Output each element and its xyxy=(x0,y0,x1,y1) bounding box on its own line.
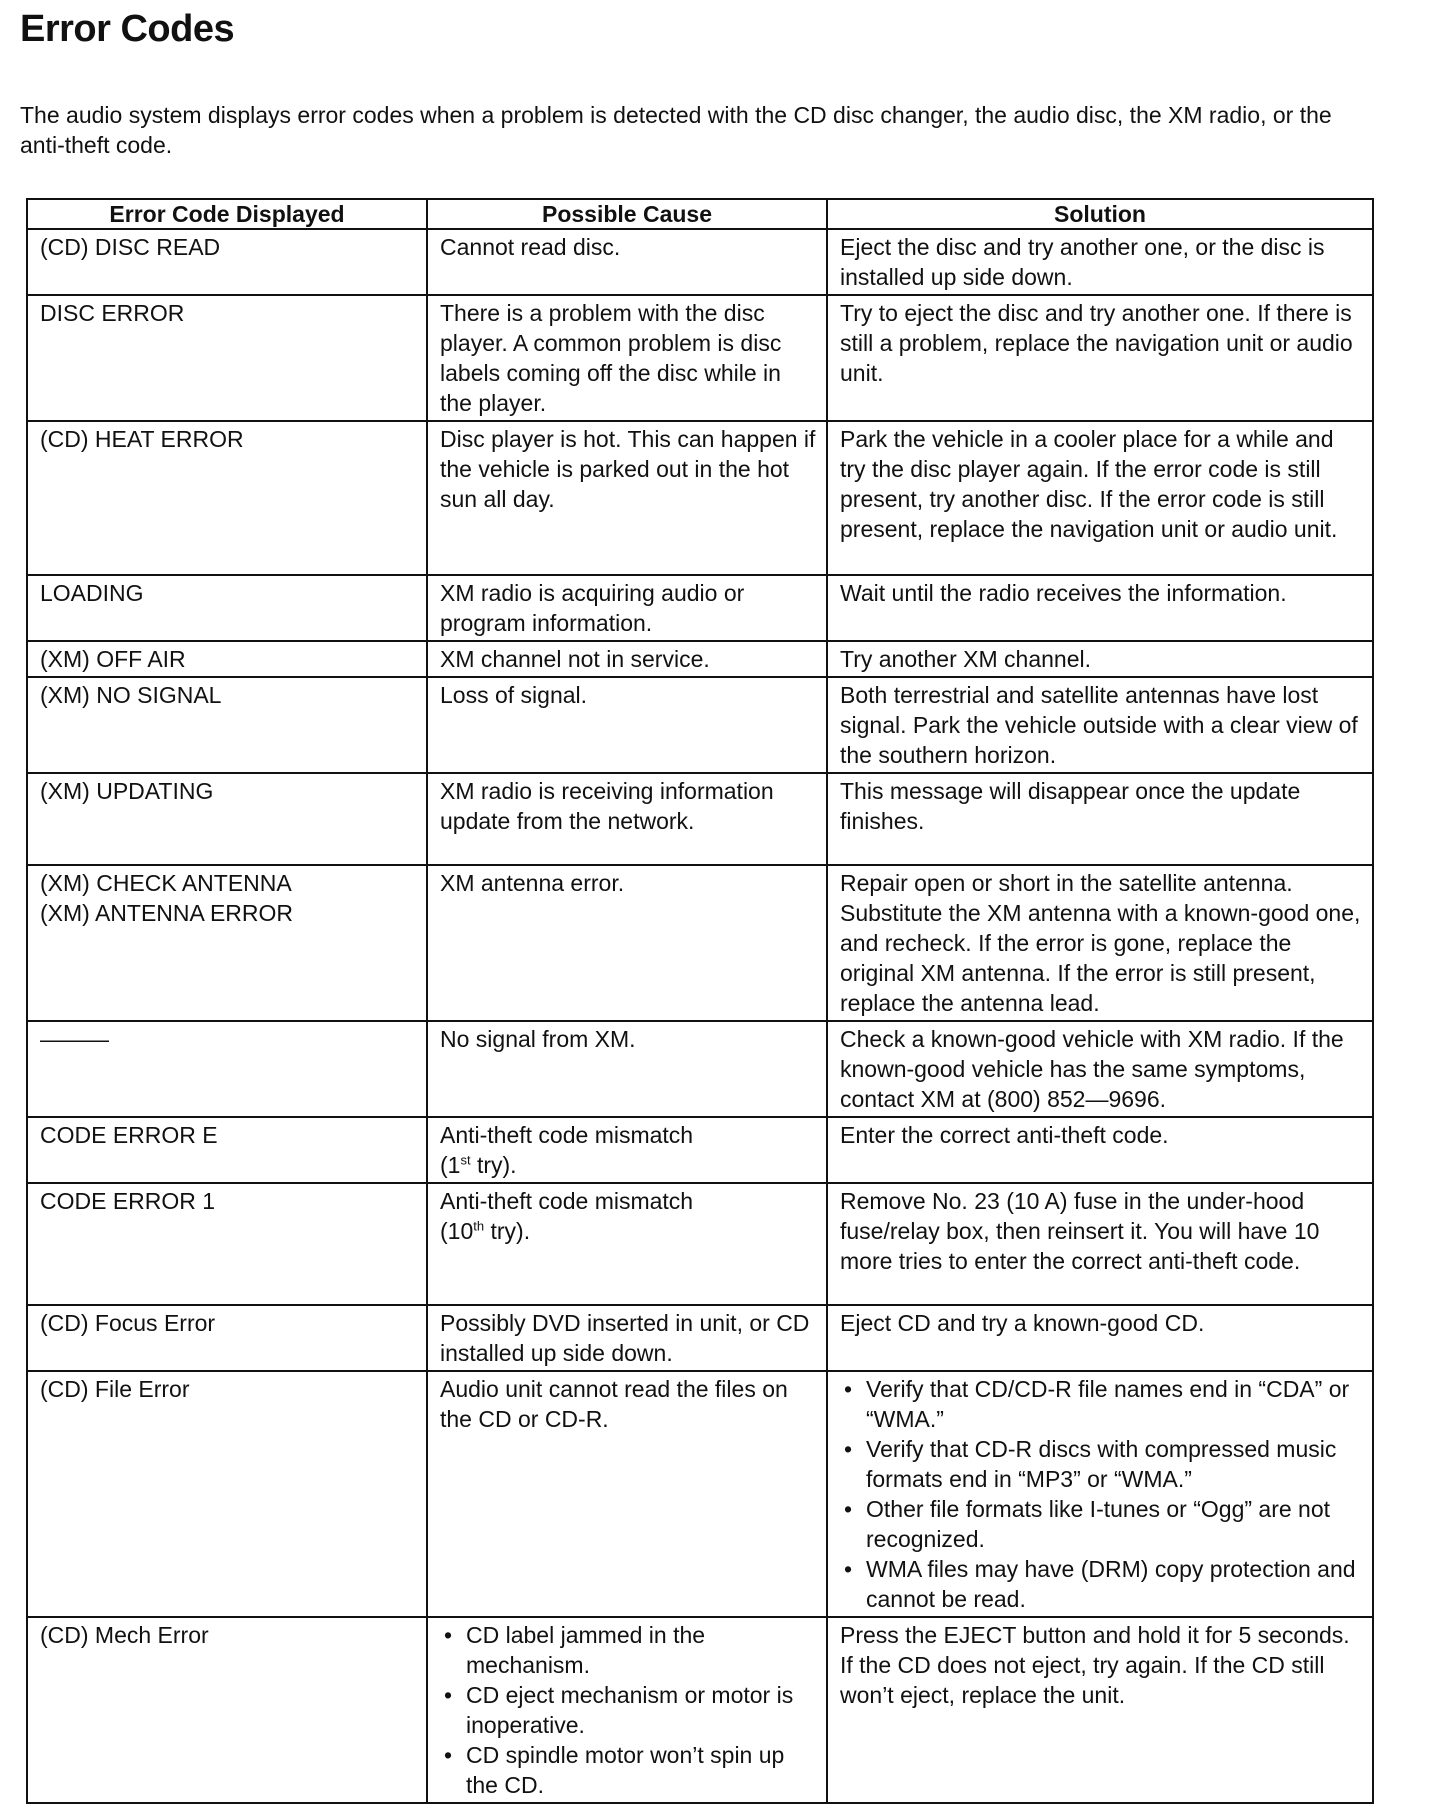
list-item: • Verify that CD-R discs with compressed music formats end in “MP3” or “WMA.” xyxy=(866,1434,1362,1494)
error-code: CODE ERROR 1 xyxy=(40,1188,216,1214)
cause-cell: Disc player is hot. This can happen if the vehicle is parked out in the hot sun all day. xyxy=(427,421,827,575)
error-code: (CD) DISC READ xyxy=(40,234,221,260)
cause-cell: No signal from XM. xyxy=(427,1021,827,1117)
error-code-cell xyxy=(27,1371,427,1617)
solution-cell: Press the EJECT button and hold it for 5 seconds. If the CD does not eject, try again. If the CD still won’t eject, replace the unit. xyxy=(827,1617,1373,1803)
error-code-cell xyxy=(27,1117,427,1183)
error-code-cell xyxy=(27,421,427,575)
cause-bullet-list xyxy=(440,1620,816,1800)
solution-cell: Check a known-good vehicle with XM radio. If the known-good vehicle has the same symptoms, contact XM at (800) 852—9696. xyxy=(827,1021,1373,1117)
table-row xyxy=(27,1617,1373,1803)
table-row xyxy=(27,1117,1373,1183)
cause-cell: Possibly DVD inserted in unit, or CD installed up side down. xyxy=(427,1305,827,1371)
header-possible-cause: Possible Cause xyxy=(427,199,827,229)
cause-cell xyxy=(427,1183,827,1305)
error-code: (XM) CHECK ANTENNA xyxy=(40,870,292,896)
error-code-cell xyxy=(27,1021,427,1117)
error-codes-table xyxy=(26,198,1374,1804)
error-code: (CD) Mech Error xyxy=(40,1622,209,1648)
list-item: • CD eject mechanism or motor is inoperative. xyxy=(466,1680,816,1740)
table-row xyxy=(27,865,1373,1021)
error-code-cell xyxy=(27,641,427,677)
list-item: • Other file formats like I-tunes or “Ogg” are not recognized. xyxy=(866,1494,1362,1554)
table-row xyxy=(27,575,1373,641)
cause-cell: Cannot read disc. xyxy=(427,229,827,295)
cause-text: Anti-theft code mismatch xyxy=(440,1122,694,1148)
cause-cell: XM radio is acquiring audio or program information. xyxy=(427,575,827,641)
table-row xyxy=(27,295,1373,421)
solution-cell: This message will disappear once the update finishes. xyxy=(827,773,1373,865)
error-code-cell xyxy=(27,295,427,421)
error-code-cell xyxy=(27,773,427,865)
solution-cell: Enter the correct anti-theft code. xyxy=(827,1117,1373,1183)
error-code: (XM) NO SIGNAL xyxy=(40,682,222,708)
cause-cell: XM channel not in service. xyxy=(427,641,827,677)
list-item: • CD spindle motor won’t spin up the CD. xyxy=(466,1740,816,1800)
cause-cell: There is a problem with the disc player. A common problem is disc labels coming off the disc while in the player. xyxy=(427,295,827,421)
solution-cell: Eject CD and try a known-good CD. xyxy=(827,1305,1373,1371)
error-code: (CD) File Error xyxy=(40,1376,190,1402)
table-row xyxy=(27,229,1373,295)
solution-cell: Both terrestrial and satellite antennas have lost signal. Park the vehicle outside with a clear view of the southern horizon. xyxy=(827,677,1373,773)
list-item: • WMA files may have (DRM) copy protection and cannot be read. xyxy=(866,1554,1362,1614)
cause-cell: Audio unit cannot read the files on the CD or CD-R. xyxy=(427,1371,827,1617)
list-item: • Verify that CD/CD-R file names end in “CDA” or “WMA.” xyxy=(866,1374,1362,1434)
error-code-cell xyxy=(27,1617,427,1803)
error-code: (XM) OFF AIR xyxy=(40,646,186,672)
error-code: DISC ERROR xyxy=(40,300,185,326)
error-code: (XM) ANTENNA ERROR xyxy=(40,900,294,926)
table-row xyxy=(27,1371,1373,1617)
solution-cell: Park the vehicle in a cooler place for a while and try the disc player again. If the error code is still present, try another disc. If the error code is still present, replace the navigation unit or audio unit. xyxy=(827,421,1373,575)
table-row xyxy=(27,1305,1373,1371)
cause-cell xyxy=(427,1117,827,1183)
table-header-row xyxy=(27,199,1373,229)
header-solution: Solution xyxy=(827,199,1373,229)
solution-cell: Try another XM channel. xyxy=(827,641,1373,677)
error-code: ——— xyxy=(40,1026,109,1052)
cause-cell: Loss of signal. xyxy=(427,677,827,773)
solution-cell: Repair open or short in the satellite antenna. Substitute the XM antenna with a known-good one, and recheck. If the error is gone, replace the original XM antenna. If the error is still present, replace the antenna lead. xyxy=(827,865,1373,1021)
error-code-cell xyxy=(27,865,427,1021)
table-row xyxy=(27,773,1373,865)
table-row xyxy=(27,1021,1373,1117)
solution-bullet-list xyxy=(840,1374,1362,1614)
cause-text: Anti-theft code mismatch xyxy=(440,1188,694,1214)
list-item: • CD label jammed in the mechanism. xyxy=(466,1620,816,1680)
error-code-cell xyxy=(27,575,427,641)
solution-cell: Remove No. 23 (10 A) fuse in the under-hood fuse/relay box, then reinsert it. You will have 10 more tries to enter the correct anti-theft code. xyxy=(827,1183,1373,1305)
error-code-cell xyxy=(27,1305,427,1371)
error-code: (CD) HEAT ERROR xyxy=(40,426,244,452)
header-error-code: Error Code Displayed xyxy=(27,199,427,229)
cause-cell: XM antenna error. xyxy=(427,865,827,1021)
solution-cell xyxy=(827,1371,1373,1617)
error-code: (CD) Focus Error xyxy=(40,1310,216,1336)
error-code: CODE ERROR E xyxy=(40,1122,218,1148)
cause-cell: XM radio is receiving information update from the network. xyxy=(427,773,827,865)
error-code: LOADING xyxy=(40,580,144,606)
error-code-cell xyxy=(27,677,427,773)
solution-cell: Eject the disc and try another one, or the disc is installed up side down. xyxy=(827,229,1373,295)
table-row xyxy=(27,421,1373,575)
table-row xyxy=(27,641,1373,677)
table-row xyxy=(27,1183,1373,1305)
table-row xyxy=(27,677,1373,773)
error-code-cell xyxy=(27,229,427,295)
error-code: (XM) UPDATING xyxy=(40,778,214,804)
solution-cell: Try to eject the disc and try another one. If there is still a problem, replace the navigation unit or audio unit. xyxy=(827,295,1373,421)
page-title: Error Codes xyxy=(20,8,235,50)
error-code-cell xyxy=(27,1183,427,1305)
cause-cell xyxy=(427,1617,827,1803)
cause-try-count: (1st try). xyxy=(440,1152,517,1178)
solution-cell: Wait until the radio receives the information. xyxy=(827,575,1373,641)
intro-paragraph: The audio system displays error codes when a problem is detected with the CD disc changer, the audio disc, the XM radio, or the anti-theft code. xyxy=(20,102,1332,158)
cause-try-count: (10th try). xyxy=(440,1218,531,1244)
